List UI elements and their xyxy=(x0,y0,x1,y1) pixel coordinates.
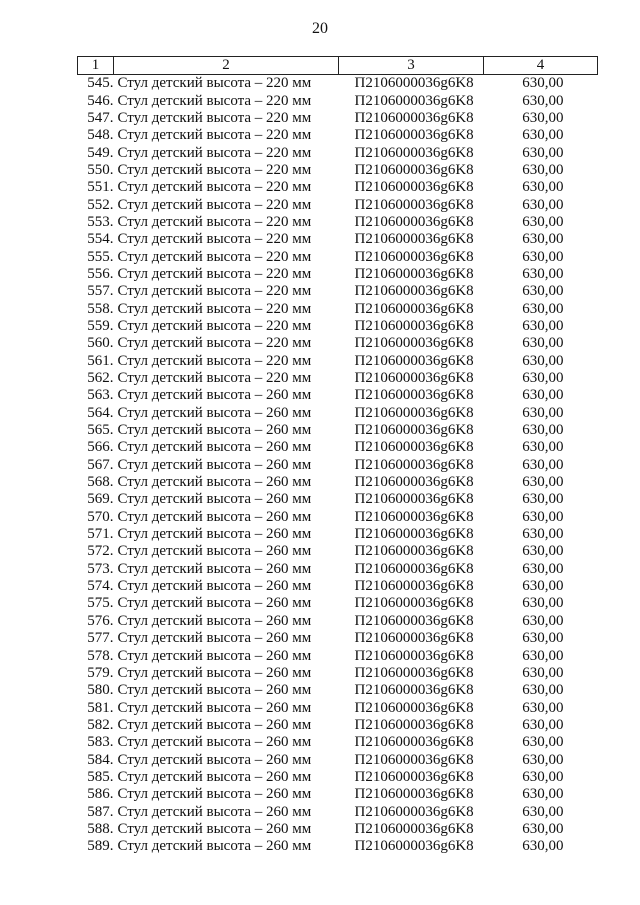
row-number: 563. xyxy=(87,387,114,404)
row-number: 568. xyxy=(87,474,114,491)
items-table xyxy=(77,56,598,855)
row-number: 573. xyxy=(87,560,114,577)
item-code: П2106000036g6K8 xyxy=(354,786,474,803)
table-row xyxy=(78,647,598,664)
item-code: П2106000036g6K8 xyxy=(354,682,474,699)
table-row xyxy=(78,370,598,387)
table-row xyxy=(78,439,598,456)
table-row xyxy=(78,803,598,820)
row-number: 586. xyxy=(87,786,114,803)
table-row xyxy=(78,769,598,786)
table-row xyxy=(78,630,598,647)
item-price: 630,00 xyxy=(522,820,564,837)
table-row xyxy=(78,405,598,422)
table-row xyxy=(78,92,598,109)
row-number: 546. xyxy=(87,92,114,109)
item-name: Стул детский высота – 220 мм xyxy=(117,196,312,213)
item-name: Стул детский высота – 260 мм xyxy=(117,820,312,837)
item-code: П2106000036g6K8 xyxy=(354,630,474,647)
row-number: 574. xyxy=(87,578,114,595)
item-code: П2106000036g6K8 xyxy=(354,75,474,92)
item-price: 630,00 xyxy=(522,196,564,213)
table-row xyxy=(78,751,598,768)
row-number: 553. xyxy=(87,213,114,230)
item-code: П2106000036g6K8 xyxy=(354,283,474,300)
item-price: 630,00 xyxy=(522,231,564,248)
item-name: Стул детский высота – 260 мм xyxy=(117,526,312,543)
item-code: П2106000036g6K8 xyxy=(354,161,474,178)
page-number: 20 xyxy=(312,20,328,37)
item-price: 630,00 xyxy=(522,578,564,595)
row-number: 588. xyxy=(87,820,114,837)
item-price: 630,00 xyxy=(522,404,564,421)
item-name: Стул детский высота – 220 мм xyxy=(117,248,312,265)
table-row xyxy=(78,474,598,491)
table-row xyxy=(78,248,598,265)
item-price: 630,00 xyxy=(522,543,564,560)
item-code: П2106000036g6K8 xyxy=(354,578,474,595)
item-name: Стул детский высота – 220 мм xyxy=(117,352,312,369)
item-name: Стул детский высота – 260 мм xyxy=(117,404,312,421)
row-number: 558. xyxy=(87,300,114,317)
item-price: 630,00 xyxy=(522,647,564,664)
item-name: Стул детский высота – 260 мм xyxy=(117,456,312,473)
item-price: 630,00 xyxy=(522,144,564,161)
row-number: 565. xyxy=(87,422,114,439)
table-row xyxy=(78,179,598,196)
item-price: 630,00 xyxy=(522,248,564,265)
table-row xyxy=(78,266,598,283)
row-number: 570. xyxy=(87,508,114,525)
table-row xyxy=(78,422,598,439)
item-price: 630,00 xyxy=(522,751,564,768)
table-row xyxy=(78,595,598,612)
item-price: 630,00 xyxy=(522,456,564,473)
item-code: П2106000036g6K8 xyxy=(354,508,474,525)
item-name: Стул детский высота – 260 мм xyxy=(117,838,312,855)
item-price: 630,00 xyxy=(522,699,564,716)
row-number: 587. xyxy=(87,803,114,820)
item-price: 630,00 xyxy=(522,508,564,525)
item-name: Стул детский высота – 220 мм xyxy=(117,75,312,92)
row-number: 547. xyxy=(87,109,114,126)
item-code: П2106000036g6K8 xyxy=(354,335,474,352)
item-code: П2106000036g6K8 xyxy=(354,838,474,855)
table-row xyxy=(78,353,598,370)
table-row xyxy=(78,318,598,335)
item-name: Стул детский высота – 260 мм xyxy=(117,630,312,647)
item-price: 630,00 xyxy=(522,595,564,612)
item-code: П2106000036g6K8 xyxy=(354,265,474,282)
item-price: 630,00 xyxy=(522,335,564,352)
item-name: Стул детский высота – 220 мм xyxy=(117,283,312,300)
item-name: Стул детский высота – 220 мм xyxy=(117,144,312,161)
row-number: 554. xyxy=(87,231,114,248)
item-code: П2106000036g6K8 xyxy=(354,647,474,664)
item-price: 630,00 xyxy=(522,265,564,282)
item-name: Стул детский высота – 260 мм xyxy=(117,387,312,404)
item-code: П2106000036g6K8 xyxy=(354,699,474,716)
table-row xyxy=(78,127,598,144)
item-price: 630,00 xyxy=(522,612,564,629)
table-row xyxy=(78,838,598,855)
table-row xyxy=(78,300,598,317)
item-price: 630,00 xyxy=(522,179,564,196)
item-code: П2106000036g6K8 xyxy=(354,543,474,560)
item-price: 630,00 xyxy=(522,786,564,803)
item-code: П2106000036g6K8 xyxy=(354,196,474,213)
item-code: П2106000036g6K8 xyxy=(354,404,474,421)
row-number: 564. xyxy=(87,404,114,421)
row-number: 559. xyxy=(87,317,114,334)
table-row xyxy=(78,734,598,751)
item-name: Стул детский высота – 220 мм xyxy=(117,179,312,196)
item-price: 630,00 xyxy=(522,630,564,647)
item-code: П2106000036g6K8 xyxy=(354,213,474,230)
item-name: Стул детский высота – 260 мм xyxy=(117,751,312,768)
column-header-3: 3 xyxy=(339,57,484,75)
item-name: Стул детский высота – 260 мм xyxy=(117,716,312,733)
item-price: 630,00 xyxy=(522,161,564,178)
table-row xyxy=(78,786,598,803)
table-row xyxy=(78,509,598,526)
table-row xyxy=(78,75,598,93)
table-row xyxy=(78,231,598,248)
item-name: Стул детский высота – 220 мм xyxy=(117,300,312,317)
item-name: Стул детский высота – 260 мм xyxy=(117,508,312,525)
row-number: 549. xyxy=(87,144,114,161)
table-row xyxy=(78,561,598,578)
item-name: Стул детский высота – 260 мм xyxy=(117,560,312,577)
item-code: П2106000036g6K8 xyxy=(354,144,474,161)
item-code: П2106000036g6K8 xyxy=(354,179,474,196)
item-code: П2106000036g6K8 xyxy=(354,352,474,369)
row-number: 556. xyxy=(87,265,114,282)
item-name: Стул детский высота – 260 мм xyxy=(117,647,312,664)
table-row xyxy=(78,578,598,595)
column-header-2: 2 xyxy=(114,57,339,75)
item-name: Стул детский высота – 260 мм xyxy=(117,768,312,785)
item-code: П2106000036g6K8 xyxy=(354,803,474,820)
item-code: П2106000036g6K8 xyxy=(354,370,474,387)
item-price: 630,00 xyxy=(522,734,564,751)
item-price: 630,00 xyxy=(522,803,564,820)
item-code: П2106000036g6K8 xyxy=(354,387,474,404)
item-price: 630,00 xyxy=(522,317,564,334)
item-price: 630,00 xyxy=(522,75,564,92)
item-code: П2106000036g6K8 xyxy=(354,595,474,612)
item-code: П2106000036g6K8 xyxy=(354,560,474,577)
item-price: 630,00 xyxy=(522,474,564,491)
row-number: 579. xyxy=(87,664,114,681)
table-row xyxy=(78,283,598,300)
row-number: 585. xyxy=(87,768,114,785)
item-price: 630,00 xyxy=(522,682,564,699)
row-number: 581. xyxy=(87,699,114,716)
item-code: П2106000036g6K8 xyxy=(354,768,474,785)
item-price: 630,00 xyxy=(522,283,564,300)
row-number: 551. xyxy=(87,179,114,196)
table-row xyxy=(78,162,598,179)
item-name: Стул детский высота – 260 мм xyxy=(117,612,312,629)
table-row xyxy=(78,196,598,213)
table-row xyxy=(78,613,598,630)
item-code: П2106000036g6K8 xyxy=(354,109,474,126)
item-price: 630,00 xyxy=(522,838,564,855)
row-number: 557. xyxy=(87,283,114,300)
item-code: П2106000036g6K8 xyxy=(354,664,474,681)
row-number: 562. xyxy=(87,370,114,387)
item-price: 630,00 xyxy=(522,526,564,543)
row-number: 566. xyxy=(87,439,114,456)
item-name: Стул детский высота – 260 мм xyxy=(117,803,312,820)
item-name: Стул детский высота – 220 мм xyxy=(117,127,312,144)
item-code: П2106000036g6K8 xyxy=(354,526,474,543)
item-code: П2106000036g6K8 xyxy=(354,474,474,491)
item-price: 630,00 xyxy=(522,300,564,317)
item-code: П2106000036g6K8 xyxy=(354,491,474,508)
item-code: П2106000036g6K8 xyxy=(354,127,474,144)
row-number: 548. xyxy=(87,127,114,144)
item-code: П2106000036g6K8 xyxy=(354,456,474,473)
row-number: 583. xyxy=(87,734,114,751)
row-number: 567. xyxy=(87,456,114,473)
row-number: 589. xyxy=(87,838,114,855)
item-price: 630,00 xyxy=(522,127,564,144)
item-name: Стул детский высота – 260 мм xyxy=(117,786,312,803)
item-name: Стул детский высота – 260 мм xyxy=(117,491,312,508)
item-name: Стул детский высота – 260 мм xyxy=(117,664,312,681)
item-code: П2106000036g6K8 xyxy=(354,422,474,439)
table-row xyxy=(78,821,598,838)
row-number: 569. xyxy=(87,491,114,508)
column-header-1: 1 xyxy=(78,57,114,75)
table-row xyxy=(78,543,598,560)
row-number: 552. xyxy=(87,196,114,213)
item-name: Стул детский высота – 260 мм xyxy=(117,682,312,699)
table-row xyxy=(78,214,598,231)
row-number: 572. xyxy=(87,543,114,560)
table-row xyxy=(78,144,598,161)
item-price: 630,00 xyxy=(522,370,564,387)
row-number: 555. xyxy=(87,248,114,265)
row-number: 550. xyxy=(87,161,114,178)
item-price: 630,00 xyxy=(522,439,564,456)
row-number: 571. xyxy=(87,526,114,543)
table-row xyxy=(78,491,598,508)
row-number: 584. xyxy=(87,751,114,768)
item-code: П2106000036g6K8 xyxy=(354,300,474,317)
item-name: Стул детский высота – 220 мм xyxy=(117,370,312,387)
item-code: П2106000036g6K8 xyxy=(354,92,474,109)
item-price: 630,00 xyxy=(522,92,564,109)
item-code: П2106000036g6K8 xyxy=(354,439,474,456)
item-price: 630,00 xyxy=(522,352,564,369)
item-name: Стул детский высота – 220 мм xyxy=(117,109,312,126)
item-code: П2106000036g6K8 xyxy=(354,716,474,733)
table-row xyxy=(78,110,598,127)
item-price: 630,00 xyxy=(522,387,564,404)
row-number: 577. xyxy=(87,630,114,647)
item-name: Стул детский высота – 220 мм xyxy=(117,213,312,230)
item-name: Стул детский высота – 220 мм xyxy=(117,92,312,109)
row-number: 576. xyxy=(87,612,114,629)
item-price: 630,00 xyxy=(522,664,564,681)
table-row xyxy=(78,717,598,734)
item-name: Стул детский высота – 260 мм xyxy=(117,439,312,456)
item-price: 630,00 xyxy=(522,716,564,733)
item-name: Стул детский высота – 220 мм xyxy=(117,335,312,352)
item-price: 630,00 xyxy=(522,213,564,230)
table-row xyxy=(78,682,598,699)
table-row xyxy=(78,335,598,352)
item-price: 630,00 xyxy=(522,768,564,785)
item-name: Стул детский высота – 220 мм xyxy=(117,231,312,248)
table-row xyxy=(78,387,598,404)
item-name: Стул детский высота – 260 мм xyxy=(117,422,312,439)
table-row xyxy=(78,699,598,716)
row-number: 580. xyxy=(87,682,114,699)
column-header-4: 4 xyxy=(484,57,598,75)
item-price: 630,00 xyxy=(522,109,564,126)
item-name: Стул детский высота – 220 мм xyxy=(117,317,312,334)
item-code: П2106000036g6K8 xyxy=(354,820,474,837)
item-name: Стул детский высота – 260 мм xyxy=(117,578,312,595)
table-row xyxy=(78,457,598,474)
row-number: 545. xyxy=(87,75,114,92)
item-name: Стул детский высота – 260 мм xyxy=(117,474,312,491)
row-number: 582. xyxy=(87,716,114,733)
table-body xyxy=(78,75,598,856)
row-number: 561. xyxy=(87,352,114,369)
item-name: Стул детский высота – 260 мм xyxy=(117,595,312,612)
item-code: П2106000036g6K8 xyxy=(354,612,474,629)
item-price: 630,00 xyxy=(522,422,564,439)
item-code: П2106000036g6K8 xyxy=(354,734,474,751)
row-number: 560. xyxy=(87,335,114,352)
row-number: 578. xyxy=(87,647,114,664)
item-code: П2106000036g6K8 xyxy=(354,231,474,248)
item-name: Стул детский высота – 260 мм xyxy=(117,543,312,560)
item-code: П2106000036g6K8 xyxy=(354,751,474,768)
item-price: 630,00 xyxy=(522,560,564,577)
item-name: Стул детский высота – 260 мм xyxy=(117,699,312,716)
item-name: Стул детский высота – 220 мм xyxy=(117,265,312,282)
table-header-row xyxy=(78,57,598,75)
item-price: 630,00 xyxy=(522,491,564,508)
table-row xyxy=(78,526,598,543)
row-number: 575. xyxy=(87,595,114,612)
table-row xyxy=(78,665,598,682)
item-code: П2106000036g6K8 xyxy=(354,317,474,334)
item-name: Стул детский высота – 220 мм xyxy=(117,161,312,178)
item-name: Стул детский высота – 260 мм xyxy=(117,734,312,751)
item-code: П2106000036g6K8 xyxy=(354,248,474,265)
